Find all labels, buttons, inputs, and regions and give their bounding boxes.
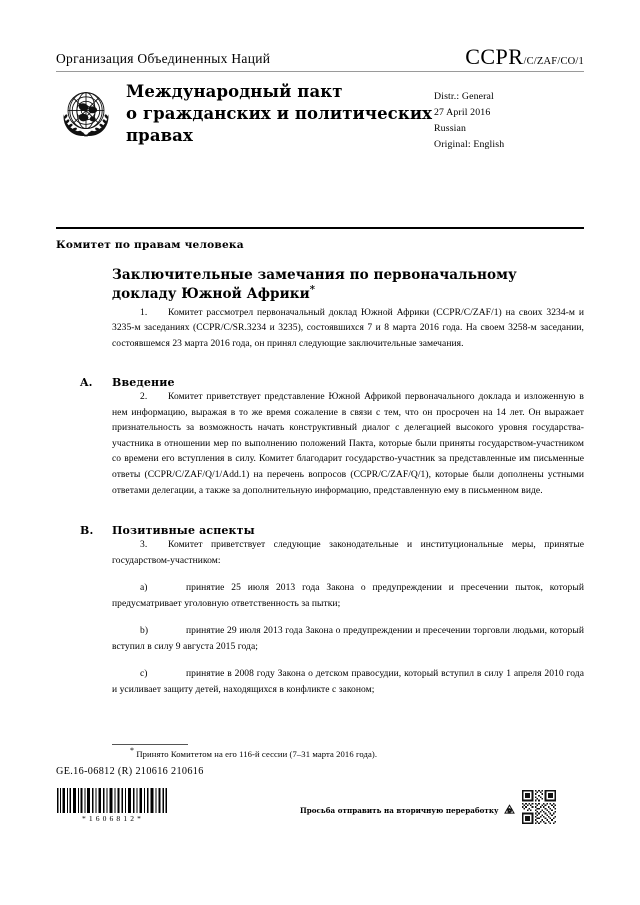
distribution-block xyxy=(434,81,584,152)
document-symbol-suffix: /C/ZAF/CO/1 xyxy=(523,56,584,67)
list-item-text: принятие 29 июля 2013 года Закона о предупреждении и пресечении торговли людьми, который вступил в силу 9 августа 2015 года; xyxy=(112,625,584,652)
footnote-marker: * xyxy=(130,746,135,756)
header-thick-rule xyxy=(56,227,584,229)
distribution-type: Distr.: General xyxy=(434,91,494,102)
document-content xyxy=(80,266,584,697)
footnote-separator xyxy=(112,744,188,745)
covenant-title xyxy=(126,81,434,147)
paragraph-number: 2. xyxy=(140,391,148,403)
barcode-number: *1606812* xyxy=(81,814,145,823)
recycle-text: Просьба отправить на вторичную переработку xyxy=(300,806,499,815)
recycle-notice xyxy=(300,797,556,824)
paragraph-2 xyxy=(112,389,584,498)
header-top-row xyxy=(56,46,584,68)
paragraph-text: Комитет приветствует следующие законодательные и институциональные меры, принятые государством-участником: xyxy=(112,539,584,566)
distribution-date: 27 April 2016 xyxy=(434,106,491,118)
section-heading-a xyxy=(80,376,584,389)
document-symbol-main: CCPR xyxy=(465,44,524,69)
barcode-container xyxy=(56,788,168,823)
page-title xyxy=(112,266,542,305)
paragraph-3 xyxy=(112,537,584,568)
covenant-title-line-2: о гражданских и политических xyxy=(126,103,433,123)
list-item-text: принятие в 2008 году Закона о детском правосудии, который вступил в силу 1 апреля 2010 года и усиливает защиту детей, находящихся в конфликте с законом; xyxy=(112,668,584,695)
barcode xyxy=(56,788,168,813)
covenant-title-line-3: правах xyxy=(126,125,193,145)
ge-number: GE.16-06812 (R) 210616 210616 xyxy=(56,766,204,777)
covenant-title-line-1: Международный пакт xyxy=(126,82,343,101)
header-title-row xyxy=(56,81,584,152)
un-emblem xyxy=(56,83,116,143)
committee-name: Комитет по правам человека xyxy=(56,239,244,251)
list-item xyxy=(112,666,584,697)
organization-name: Организация Объединенных Наций xyxy=(56,51,271,66)
recycling-icon xyxy=(502,803,517,818)
title-footnote-marker: * xyxy=(309,284,315,296)
list-item-label: b) xyxy=(140,625,149,637)
qr-code xyxy=(522,790,556,824)
list-item xyxy=(112,623,584,654)
section-title-a: Введение xyxy=(112,376,175,390)
list-item-label: a) xyxy=(140,582,148,594)
paragraph-number: 3. xyxy=(140,539,148,551)
page-title-line-1: Заключительные замечания по первоначальному xyxy=(112,267,517,283)
footnote xyxy=(112,748,584,761)
paragraph-1 xyxy=(112,305,584,352)
page-title-line-2: докладу Южной Африки xyxy=(112,286,310,303)
footnote-text: Принято Комитетом на его 116-й сессии (7–31 марта 2016 года). xyxy=(136,749,378,759)
section-letter-b: B. xyxy=(80,524,94,538)
list-item xyxy=(112,580,584,611)
emblem-container xyxy=(56,81,122,152)
paragraph-text: Комитет рассмотрел первоначальный доклад Южной Африки (CCPR/C/ZAF/1) на своих 3234-м и 3235-м заседаниях (CCPR/C/SR.3234 и 3235), состоявшихся 7 и 8 марта 2016 года. На своем 3258-м заседании, состоявшемся 23 марта 2016 года, он принял следующие заключительные замечания. xyxy=(112,306,584,349)
covenant-title-container xyxy=(122,81,434,152)
list-item-label: c) xyxy=(140,668,148,680)
section-heading-b xyxy=(80,524,584,537)
section-title-b: Позитивные аспекты xyxy=(112,524,255,538)
document-header xyxy=(56,46,584,152)
paragraph-number: 1. xyxy=(140,306,148,318)
paragraph-text: Комитет приветствует представление Южной Африкой первоначального доклада и изложенную в нем информацию, выражая в то же время сожаление в связи с тем, что он просрочен на 14 лет. Он выражает признательность за возможность начать конструктивный диалог с делегацией высокого уровня государства-участника в отношении мер по выполнению положений Пакта, которые были приняты государством-участником со времени его вступления в силу. Комитет благодарит государство-участник за представленные им письменные ответы (CCPR/C/ZAF/Q/1/Add.1) на перечень вопросов (CCPR/C/ZAF/Q/1), которые были дополнены устными ответами делегации, а также за дополнительную информацию, представленную ему в письменном виде. xyxy=(112,391,584,496)
original-language: Original: English xyxy=(434,138,505,150)
section-letter-a: A. xyxy=(80,376,93,390)
document-language: Russian xyxy=(434,122,467,134)
document-symbol xyxy=(465,46,584,68)
list-item-text: принятие 25 июля 2013 года Закона о предупреждении и пресечении пыток, который предусматривает уголовную ответственность за пытки; xyxy=(112,582,584,609)
header-thin-rule xyxy=(56,71,584,72)
